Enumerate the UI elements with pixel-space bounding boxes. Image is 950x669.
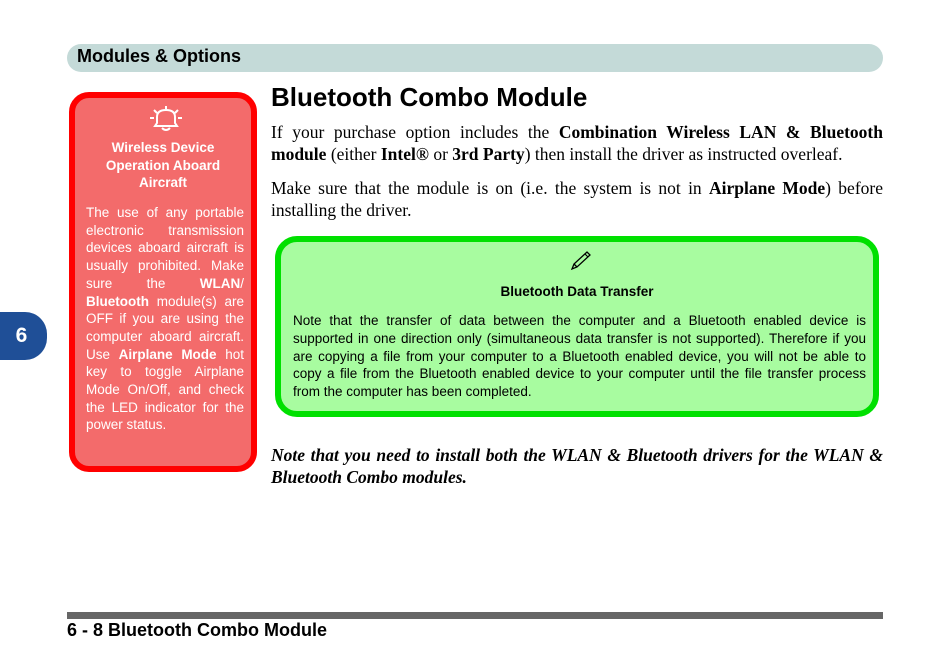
paragraph-bold: Combination Wireless LAN & Bluetooth module [271, 122, 883, 164]
paragraph-text: (either [326, 144, 381, 164]
paragraph-bold: Intel® [380, 144, 429, 164]
warning-keyword-bluetooth: Bluetooth [86, 293, 149, 309]
warning-text: The use of any portable electronic transmission devices aboard aircraft is usually prohibited. Make sure the [86, 205, 244, 291]
page-title: Bluetooth Combo Module [271, 82, 588, 112]
intro-paragraph [271, 121, 883, 165]
note-box [275, 236, 879, 417]
footer-divider [67, 612, 883, 619]
warning-keyword-wlan: WLAN [199, 275, 241, 291]
chapter-tab[interactable]: 6 [0, 312, 47, 360]
note-title: Bluetooth Data Transfer [500, 284, 654, 299]
warning-text: / [240, 275, 244, 291]
header-bar [67, 44, 883, 72]
aircraft-warning-icon [149, 104, 183, 134]
warning-text: module(s) are OFF if you are using the computer aboard aircraft. Use [86, 293, 244, 362]
pencil-note-icon [569, 250, 593, 272]
warning-title: Wireless Device Operation Aboard Aircraft [105, 140, 221, 190]
paragraph-bold: Airplane Mode [708, 178, 826, 198]
warning-body [86, 204, 244, 434]
warning-keyword-airplane-mode: Airplane Mode [118, 346, 217, 362]
warning-text: hot key to toggle Airplane Mode On/Off, and check the LED indicator for the power status. [86, 346, 244, 433]
note-body: Note that the transfer of data between the computer and a Bluetooth enabled device is supported in one direction only (simultaneous data transfer is not supported). Therefore if you are copying a file from your computer to a Bluetooth enabled device, you will not be able to copy a file from the Bluetooth enabled device to your computer until the file transfer process from the computer has been completed. [293, 313, 866, 400]
paragraph-text: If your purchase option includes the [271, 122, 559, 142]
section-title: Modules & Options [77, 46, 241, 66]
closing-note: Note that you need to install both the WLAN & Bluetooth drivers for the WLAN & Bluetooth Combo modules. [271, 445, 883, 487]
paragraph-bold: 3rd Party [452, 144, 525, 164]
warning-box [69, 92, 257, 472]
paragraph-text: Make sure that the module is on (i.e. the system is not in [271, 178, 709, 198]
airplane-mode-paragraph [271, 177, 883, 221]
paragraph-text: ) then install the driver as instructed overleaf. [524, 144, 843, 164]
page-footer: 6 - 8 Bluetooth Combo Module [67, 620, 327, 640]
paragraph-text: or [428, 144, 453, 164]
paragraph-text: ) before installing the driver. [271, 178, 883, 220]
